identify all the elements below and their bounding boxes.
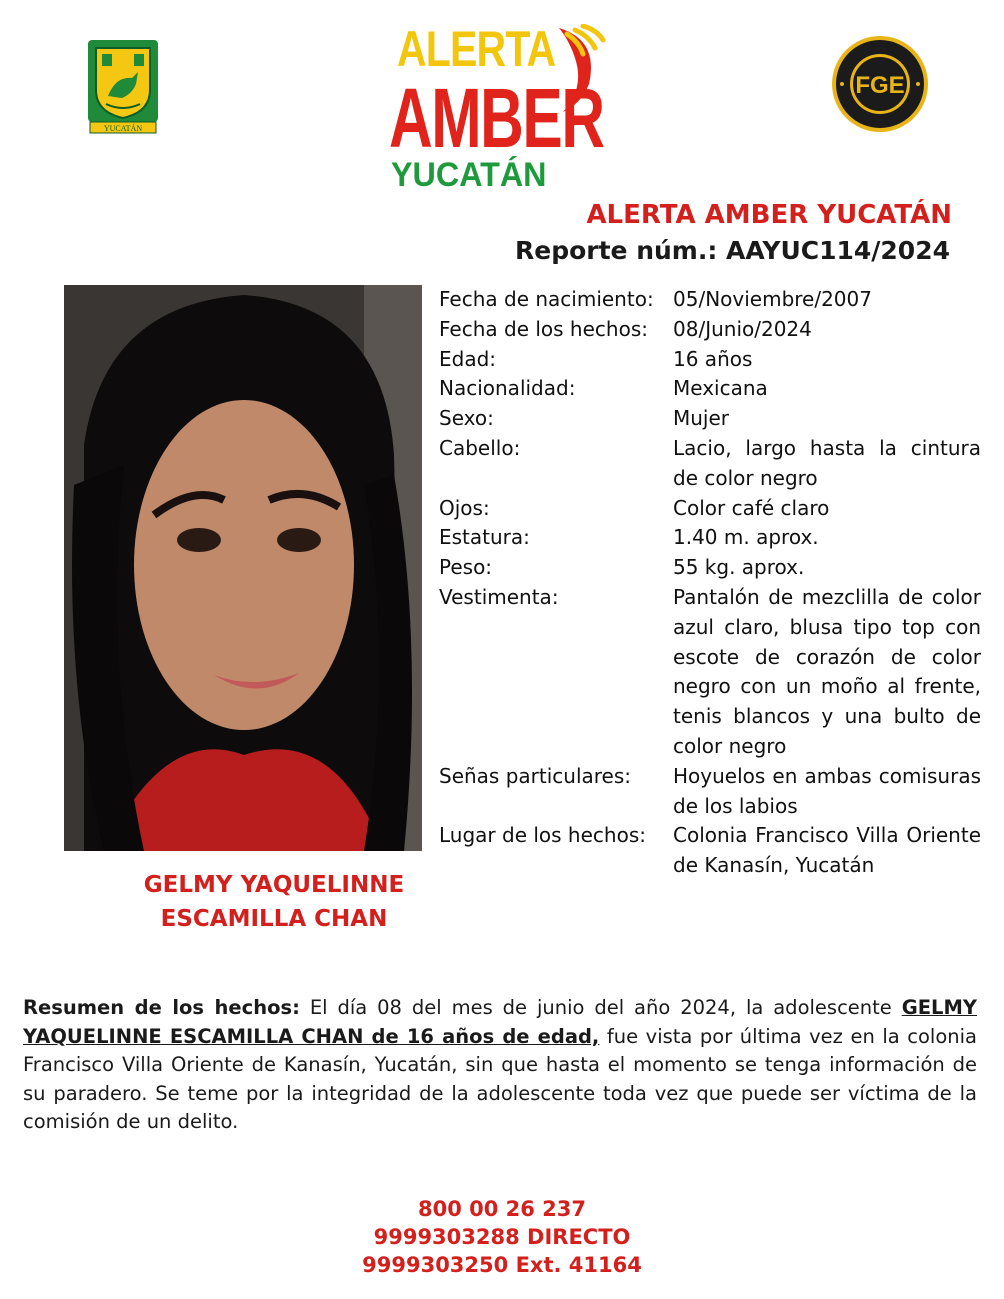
summary-text-1: El día 08 del mes de junio del año 2024, la adolescente [299, 996, 902, 1019]
detail-row [439, 374, 981, 404]
detail-row [439, 285, 981, 315]
detail-row [439, 315, 981, 345]
detail-value: 16 años [673, 346, 753, 371]
detail-label: Vestimenta: [439, 584, 559, 609]
detail-value: Mujer [673, 406, 730, 431]
detail-label: Nacionalidad: [439, 376, 576, 401]
detail-value: 55 kg. aprox. [673, 555, 805, 580]
amber-logo-line2: AMBER [389, 71, 604, 165]
detail-value: Colonia Francisco Villa Oriente de Kanasín, Yucatán [673, 823, 981, 878]
amber-logo-line3: YUCATÁN [391, 156, 547, 194]
moon-icon [545, 24, 607, 114]
detail-row [439, 523, 981, 553]
alert-title: ALERTA AMBER YUCATÁN [586, 200, 952, 230]
fge-seal-logo [830, 34, 930, 134]
detail-value: Pantalón de mezclilla de color azul claro, blusa tipo top con escote de corazón de color negro con un moño al frente, tenis blancos y una bulto de color negro [673, 584, 981, 758]
detail-row [439, 494, 981, 524]
summary-text-2: fue vista por última vez en la colonia Francisco Villa Oriente de Kanasín, Yucatán, sin que hasta el momento se tenga información de su paradero. Se teme por la integridad de la adolescente toda vez que puede ser víctima de la comisión de un delito. [23, 1024, 977, 1133]
summary-paragraph [23, 994, 977, 1137]
contact-phone-2: 9999303288 DIRECTO [373, 1225, 631, 1249]
detail-label: Señas particulares: [439, 763, 632, 788]
detail-row [439, 434, 981, 494]
detail-value: Color café claro [673, 495, 830, 520]
detail-value: Mexicana [673, 376, 768, 401]
detail-value: 1.40 m. aprox. [673, 525, 819, 550]
contact-phone-3: 9999303250 Ext. 41164 [362, 1253, 642, 1277]
detail-row [439, 404, 981, 434]
detail-label: Estatura: [439, 525, 530, 550]
yucatan-state-logo [86, 38, 160, 134]
detail-label: Fecha de nacimiento: [439, 287, 654, 311]
detail-value: Hoyuelos en ambas comisuras de los labios [673, 763, 981, 818]
contact-phone-1: 800 00 26 237 [417, 1197, 587, 1221]
detail-value: 08/Junio/2024 [673, 316, 812, 341]
detail-row [439, 345, 981, 375]
summary-label: Resumen de los hechos: [23, 996, 300, 1019]
detail-label: Fecha de los hechos: [439, 316, 648, 341]
detail-label: Edad: [439, 346, 497, 371]
detail-value: 05/Noviembre/2007 [673, 287, 872, 311]
summary-highlight: GELMY YAQUELINNE ESCAMILLA CHAN de 16 años de edad, [23, 996, 977, 1048]
detail-label: Lugar de los hechos: [439, 823, 646, 848]
amber-logo-line1: ALERTA [397, 21, 556, 77]
person-name-line1: GELMY YAQUELINNE [143, 872, 405, 898]
missing-person-photo [64, 285, 422, 851]
detail-label: Ojos: [439, 495, 490, 520]
detail-row [439, 583, 981, 762]
person-name-line2: ESCAMILLA CHAN [160, 906, 388, 932]
detail-row [439, 821, 981, 881]
alerta-amber-logo [385, 18, 615, 198]
detail-label: Cabello: [439, 435, 521, 460]
detail-value: Lacio, largo hasta la cintura de color negro [673, 435, 981, 490]
state-logo-text: YUCATÁN [103, 124, 143, 133]
fge-text: FGE [855, 72, 905, 99]
detail-label: Peso: [439, 555, 493, 580]
detail-row [439, 553, 981, 583]
details-list [439, 285, 981, 881]
detail-label: Sexo: [439, 406, 494, 431]
report-number: Reporte núm.: AAYUC114/2024 [514, 236, 950, 265]
detail-row [439, 762, 981, 822]
